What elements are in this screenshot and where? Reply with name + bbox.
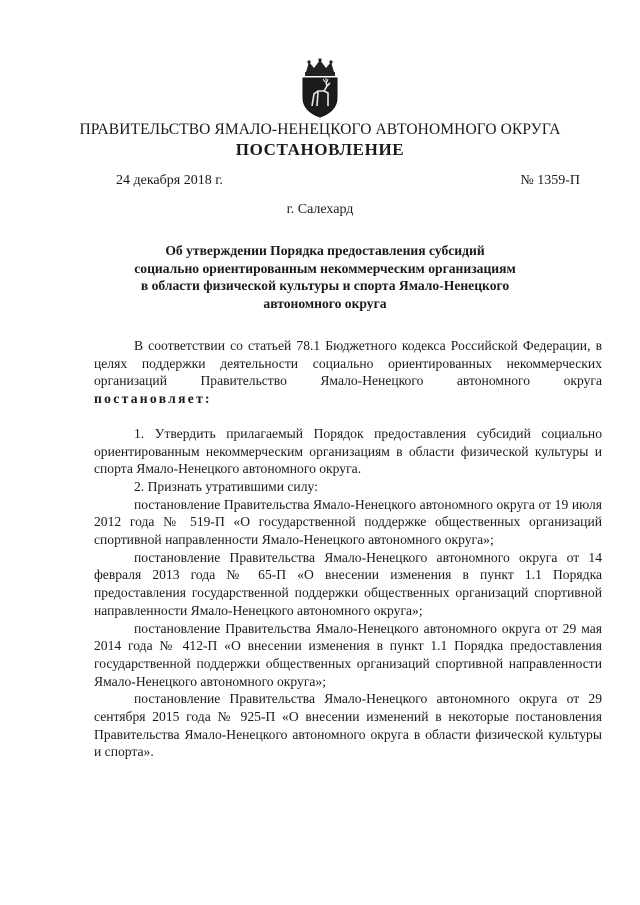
document-number: № 1359-П (520, 173, 580, 188)
document-body (94, 337, 602, 761)
repealed-item: постановление Правительства Ямало-Ненецкого автономного округа от 29 сентября 2015 года № 925-П «О внесении изменений в некоторые постановления Правительства Ямало-Ненецкого автономного округа в области физической культуры и спорта». (94, 691, 602, 760)
item-2-paragraph: 2. Признать утратившими силу: (134, 478, 318, 494)
organization-name: ПРАВИТЕЛЬСТВО ЯМАЛО-НЕНЕЦКОГО АВТОНОМНОГО ОКРУГА (79, 121, 561, 138)
repealed-item: постановление Правительства Ямало-Ненецкого автономного округа от 14 февраля 2013 года № 65-П «О внесении изменения в пункт 1.1 Порядка предоставления государственной поддержки общественных организаций спортивной направленности Ямало-Ненецкого автономного округа»; (94, 549, 602, 618)
preamble-text: В соответствии со статьей 78.1 Бюджетного кодекса Российской Федерации, в целях поддержки деятельности социально ориентированных некоммерческих организаций Правительство Ямало-Ненецкого автономного округа (94, 338, 602, 389)
title-line: в области физической культуры и спорта Ямало-Ненецкого (140, 278, 510, 293)
document-city: г. Салехард (286, 202, 354, 217)
document-title (120, 242, 530, 312)
title-line: автономного округа (263, 295, 387, 311)
document-date: 24 декабря 2018 г. (116, 173, 223, 188)
repealed-item: постановление Правительства Ямало-Ненецкого автономного округа от 19 июля 2012 года № 519-П «О государственной поддержке общественных организаций спортивной направленности Ямало-Ненецкого автономного округа»; (94, 496, 602, 548)
repealed-item: постановление Правительства Ямало-Ненецкого автономного округа от 29 мая 2014 года № 412-П «О внесении изменения в пункт 1.1 Порядка предоставления государственной поддержки общественных организаций спортивной направленности Ямало-Ненецкого автономного округа»; (94, 620, 602, 689)
coat-of-arms-icon (297, 58, 343, 118)
preamble-paragraph (94, 337, 602, 408)
item-1-paragraph: 1. Утвердить прилагаемый Порядок предоставления субсидий социально ориентированным некоммерческим организациям в области физической культуры и спорта Ямало-Ненецкого автономного округа. (94, 425, 602, 477)
resolves-word: постановляет: (94, 391, 212, 407)
title-line: социально ориентированным некоммерческим организациям (134, 260, 516, 276)
title-line: Об утверждении Порядка предоставления субсидий (165, 243, 485, 258)
document-type: ПОСТАНОВЛЕНИЕ (235, 140, 405, 159)
